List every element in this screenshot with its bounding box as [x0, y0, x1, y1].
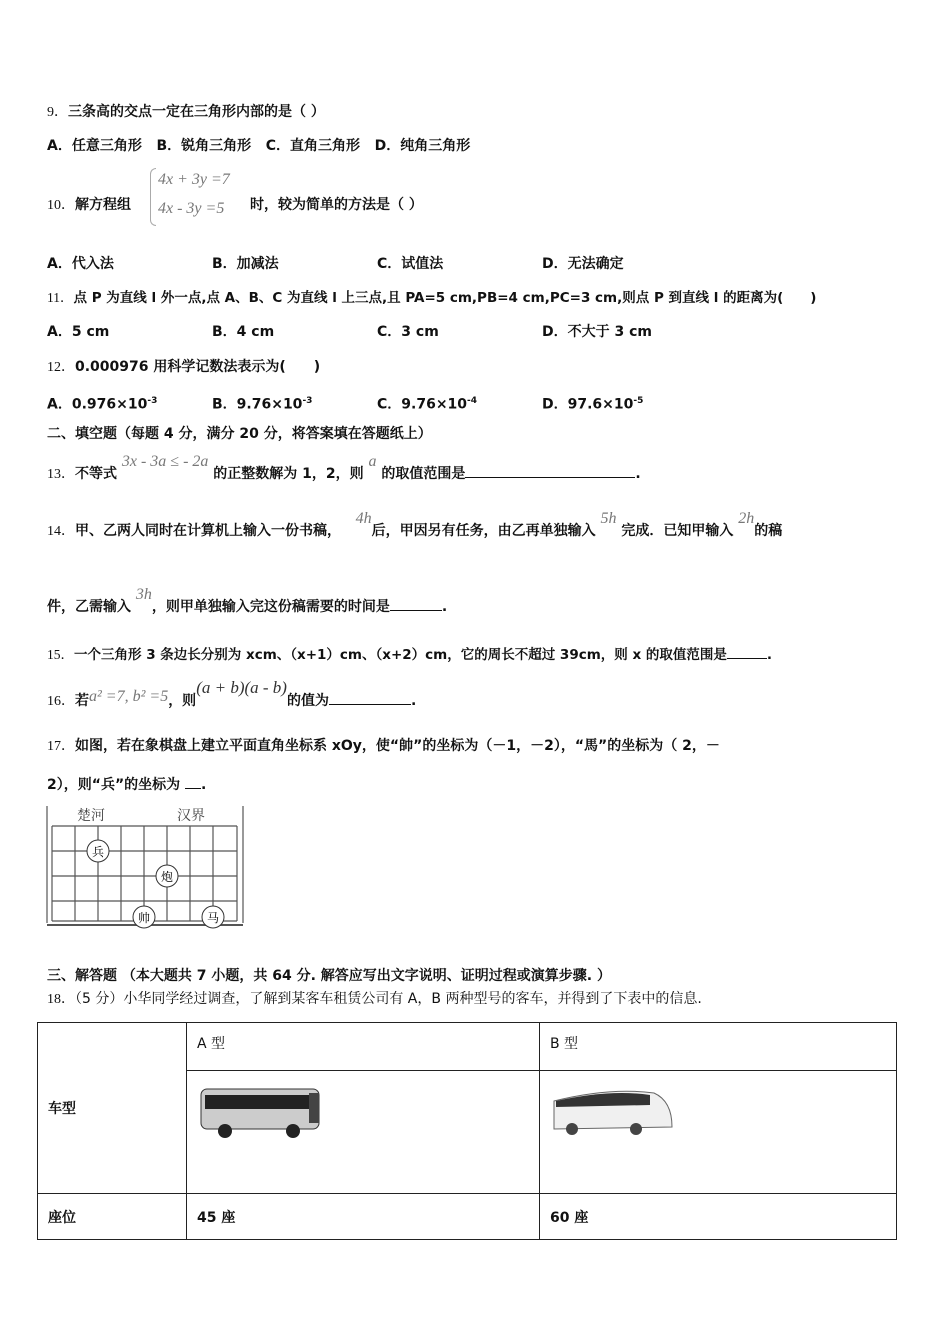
question-number: 10． — [47, 198, 75, 213]
question-text: 的稿 — [754, 523, 783, 539]
exponent: -3 — [302, 396, 313, 406]
seats-type-a: 45 座 — [187, 1194, 540, 1240]
option-text: D．97.6×10 — [542, 396, 634, 413]
section-heading-3: 三、解答题 （本大题共 7 小题，共 64 分. 解答应写出文字说明、证明过程或演算步骤. ） — [47, 968, 611, 984]
equation-2: 4x - 3y =5 — [158, 200, 225, 217]
piece-bing — [87, 840, 109, 862]
option-a — [47, 392, 157, 414]
option-a: A．代入法 — [47, 256, 114, 272]
math-2h: 2h — [738, 510, 755, 527]
piece-label: 帅 — [137, 911, 151, 925]
bus-a-image — [197, 1083, 325, 1143]
option-c — [377, 392, 477, 414]
piece-shuai — [133, 906, 155, 928]
piece-pao — [156, 865, 178, 887]
question-text: 的值为 — [286, 693, 329, 709]
question-number: 14． — [47, 524, 75, 539]
question-text: 如图，若在象棋盘上建立平面直角坐标系 xOy，使“帥”的坐标为（－1，－2），“馬”的坐标为（ 2，－ — [75, 738, 720, 754]
header-type-a: A 型 — [187, 1023, 540, 1071]
question-text: 的取值范围是 — [381, 466, 466, 482]
question-text: 甲、乙两人同时在计算机上输入一份书稿， — [75, 523, 341, 539]
question-text: 2），则“兵”的坐标为 — [47, 777, 181, 793]
option-b: B．4 cm — [212, 324, 275, 340]
question-14-cont — [47, 586, 448, 616]
question-number: 15． — [47, 647, 74, 662]
bus-a-image-cell — [187, 1071, 540, 1194]
question-number: 9． — [47, 105, 68, 120]
answer-blank[interactable] — [727, 644, 767, 659]
question-17-cont — [47, 774, 206, 794]
row-label-seats: 座位 — [38, 1194, 187, 1240]
question-9 — [47, 103, 325, 122]
option-d: D．无法确定 — [542, 256, 624, 272]
row-label-vehicle-type: 车型 — [38, 1023, 187, 1194]
period: . — [201, 777, 207, 793]
answer-blank[interactable] — [390, 596, 442, 611]
piece-label: 马 — [206, 911, 220, 925]
answer-blank[interactable] — [185, 774, 201, 789]
question-text: 一个三角形 3 条边长分别为 xcm、（x+1）cm、（x+2）cm，它的周长不超过 39cm，则 x 的取值范围是 — [74, 647, 727, 663]
question-number: 17． — [47, 739, 75, 754]
question-text: 的正整数解为 1，2，则 — [213, 466, 364, 482]
math-var: a — [368, 453, 377, 470]
question-text: 解方程组 — [75, 197, 131, 213]
equation-1: 4x + 3y =7 — [158, 171, 230, 188]
option-text: A．0.976×10 — [47, 396, 148, 413]
section-heading-2: 二、填空题（每题 4 分，满分 20 分，将答案填在答题纸上） — [47, 426, 432, 442]
option-d: D．纯角三角形 — [374, 138, 471, 154]
option-d: D．不大于 3 cm — [542, 324, 652, 340]
question-text: ，则 — [168, 693, 197, 709]
question-text: 完成．已知甲输入 — [621, 523, 734, 539]
seats-type-b: 60 座 — [540, 1194, 897, 1240]
question-18 — [47, 990, 702, 1009]
question-number: 18． — [47, 992, 75, 1007]
period: . — [635, 466, 641, 482]
question-number: 12． — [47, 360, 75, 375]
option-text: B．9.76×10 — [212, 396, 303, 413]
question-16 — [47, 678, 417, 711]
question-13 — [47, 453, 641, 484]
question-14 — [47, 510, 783, 541]
option-text: C．9.76×10 — [377, 396, 468, 413]
bus-b-image — [550, 1087, 678, 1143]
option-a: A．任意三角形 — [47, 138, 142, 154]
piece-ma — [202, 906, 224, 928]
bus-b-image-cell — [540, 1071, 897, 1194]
option-c: C．3 cm — [377, 324, 439, 340]
q9-options — [47, 137, 470, 155]
option-c: C．直角三角形 — [265, 138, 361, 154]
question-12 — [47, 358, 320, 377]
exponent: -4 — [467, 396, 478, 406]
math-3h: 3h — [135, 586, 152, 603]
option-b: B．加减法 — [212, 256, 279, 272]
math-5h: 5h — [600, 510, 617, 527]
question-number: 16． — [47, 694, 75, 709]
period: . — [766, 647, 773, 663]
exponent: -3 — [147, 396, 158, 406]
question-text: 后，甲因另有任务，由乙再单独输入 — [371, 523, 596, 539]
chess-board-figure — [44, 803, 248, 933]
question-17 — [47, 737, 720, 756]
question-text: 三条高的交点一定在三角形内部的是（ ） — [68, 104, 325, 120]
period: . — [410, 693, 417, 709]
piece-label: 炮 — [160, 870, 174, 884]
answer-blank[interactable] — [465, 463, 635, 478]
option-b — [212, 392, 312, 414]
math-expression: (a + b)(a - b) — [196, 678, 287, 697]
question-text: 件，乙需输入 — [47, 599, 131, 615]
question-text-cont: 时，较为简单的方法是（ ） — [250, 197, 423, 213]
bus-info-table — [37, 1022, 897, 1240]
header-type-b: B 型 — [540, 1023, 897, 1071]
question-text: 点 P 为直线 l 外一点,点 A、B、C 为直线 l 上三点,且 PA=5 cm,PB=4 cm,PC=3 cm,则点 P 到直线 l 的距离为( ) — [73, 290, 817, 306]
question-number: 13． — [47, 467, 75, 482]
period: . — [441, 599, 448, 615]
answer-blank[interactable] — [329, 690, 411, 705]
math-inequality: 3x - 3a ≤ - 2a — [121, 453, 209, 470]
question-number: 11． — [47, 290, 74, 305]
piece-label: 兵 — [91, 845, 105, 859]
question-text: （5 分）小华同学经过调查，了解到某客车租赁公司有 A，B 两种型号的客车，并得到了下表中的信息. — [75, 991, 702, 1007]
option-d — [542, 392, 643, 414]
question-text: 不等式 — [75, 466, 117, 482]
question-text: ，则甲单独输入完这份稿需要的时间是 — [151, 599, 390, 615]
option-b: B．锐角三角形 — [156, 138, 252, 154]
question-text: 若 — [75, 693, 89, 709]
option-a: A．5 cm — [47, 324, 110, 340]
exponent: -5 — [633, 396, 644, 406]
math-4h: 4h — [355, 510, 372, 527]
question-10 — [47, 196, 131, 215]
river-label-right: 汉界 — [177, 808, 205, 824]
question-text: 0.000976 用科学记数法表示为( ) — [75, 359, 321, 375]
option-c: C．试值法 — [377, 256, 444, 272]
system-brace — [150, 168, 156, 226]
river-label-left: 楚河 — [77, 808, 105, 824]
question-15 — [47, 644, 772, 664]
math-given: a² =7, b² =5 — [89, 688, 169, 705]
question-11 — [47, 289, 816, 307]
